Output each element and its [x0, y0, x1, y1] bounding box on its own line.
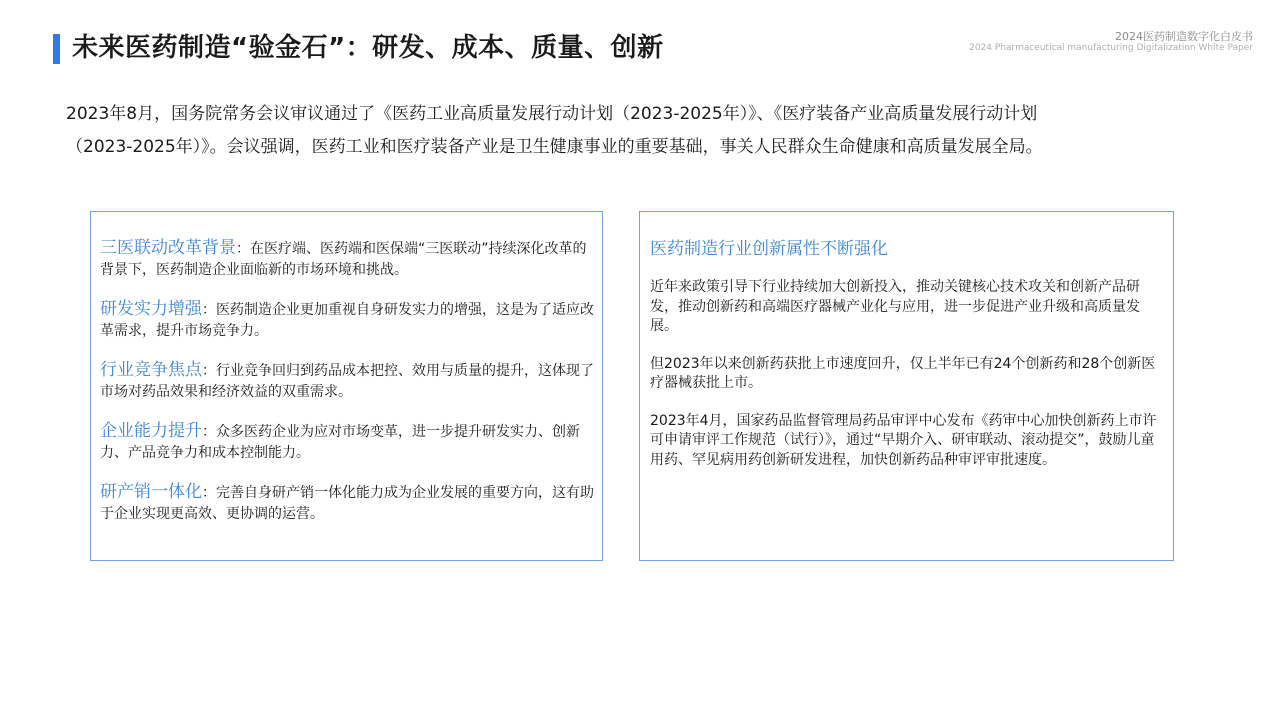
intro-line: 2023年8月，国务院常务会议审议通过了《医药工业高质量发展行动计划（2023-2025年）》、《医疗装备产业高质量发展行动计划 [66, 104, 1038, 124]
item-text: ：医药制造企业更加重视自身研发实力的增强，这是为了适应改革需求，提升市场竞争力。 [100, 302, 594, 339]
innovation-card [639, 211, 1174, 561]
innovation-paragraph: 2023年4月，国家药品监督管理局药品审评中心发布《药审中心加快创新药上市许可申请审评工作规范（试行）》，通过“早期介入、研审联动、滚动提交”，鼓励儿童用药、罕见病用药创新研发进程，加快创新药品种审评审批速度。 [650, 412, 1157, 468]
intro-paragraph [66, 98, 1216, 164]
item-heading: 三医联动改革背景 [100, 238, 236, 258]
list-item [100, 238, 594, 281]
item-text: ：完善自身研产销一体化能力成为企业发展的重要方向，这有助于企业实现更高效、更协调的运营。 [100, 485, 594, 522]
innovation-card-title: 医药制造行业创新属性不断强化 [650, 239, 888, 259]
item-text: ：在医疗端、医药端和医保端“三医联动”持续深化改革的背景下，医药制造企业面临新的市场环境和挑战。 [100, 241, 587, 278]
list-item [100, 299, 594, 342]
list-item [100, 482, 594, 525]
item-heading: 研产销一体化 [100, 482, 202, 502]
intro-line: （2023-2025年）》。会议强调，医药工业和医疗装备产业是卫生健康事业的重要基础，事关人民群众生命健康和高质量发展全局。 [66, 137, 1043, 157]
item-heading: 企业能力提升 [100, 421, 202, 441]
item-text: ：众多医药企业为应对市场变革，进一步提升研发实力、创新力、产品竞争力和成本控制能力。 [100, 424, 580, 461]
item-heading: 行业竞争焦点 [100, 360, 202, 380]
page-title: 未来医药制造“验金石”：研发、成本、质量、创新 [72, 33, 664, 63]
item-text: ：行业竞争回归到药品成本把控、效用与质量的提升，这体现了市场对药品效果和经济效益的双重需求。 [100, 363, 594, 400]
item-heading: 研发实力增强 [100, 299, 202, 319]
title-accent-bar [53, 34, 60, 64]
innovation-paragraph: 近年来政策引导下行业持续加大创新投入，推动关键核心技术攻关和创新产品研发，推动创新药和高端医疗器械产业化与应用，进一步促进产业升级和高质量发展。 [650, 279, 1140, 334]
brand-title-en: 2024 Pharmaceutical manufacturing Digitalization White Paper [969, 43, 1253, 53]
reform-background-card [90, 211, 603, 561]
list-item [100, 360, 594, 403]
list-item [100, 421, 594, 464]
brand-title-cn: 2024医药制造数字化白皮书 [1115, 30, 1253, 43]
innovation-paragraph: 但2023年以来创新药获批上市速度回升，仅上半年已有24个创新药和28个创新医疗器械获批上市。 [650, 355, 1156, 391]
